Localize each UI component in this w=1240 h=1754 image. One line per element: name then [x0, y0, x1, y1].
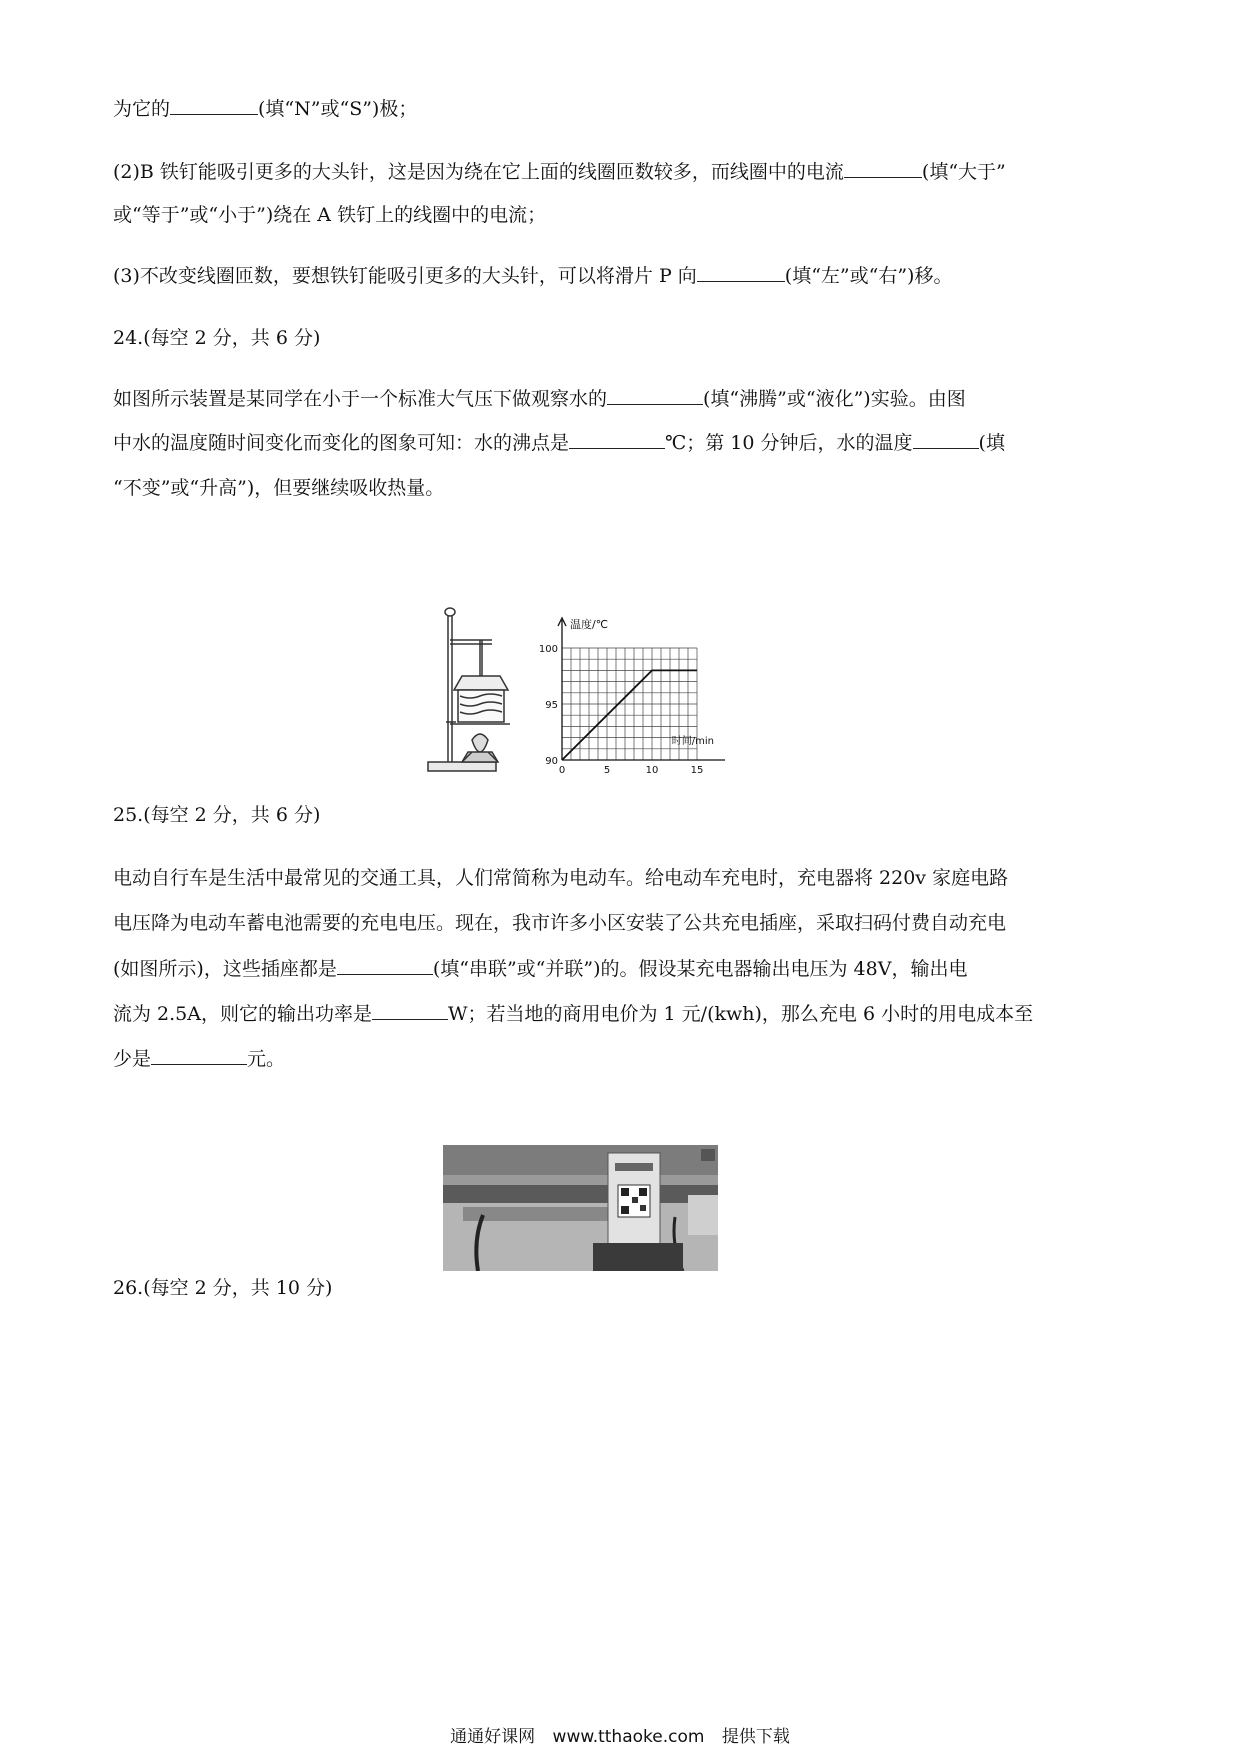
text: (如图所示)，这些插座都是 [113, 958, 337, 980]
footer-url[interactable]: www.tthaoke.com [552, 1727, 705, 1747]
text: (填“沸腾”或“液化”)实验。由图 [703, 388, 966, 410]
answer-blank[interactable] [569, 431, 665, 449]
text: ℃；第 10 分钟后，水的温度 [665, 432, 913, 454]
x-tick-label: 5 [603, 765, 611, 776]
q25-line5 [113, 1047, 1133, 1071]
x-tick-label: 10 [645, 765, 659, 776]
text: (填 [978, 432, 1005, 454]
text: (填“串联”或“并联”)的。假设某充电器输出电压为 48V，输出电 [432, 958, 968, 980]
text: W；若当地的商用电价为 1 元/(kwh)，那么充电 6 小时的用电成本至 [447, 1003, 1034, 1025]
q23-line3: 或“等于”或“小于”)绕在 A 铁钉上的线圈中的电流； [113, 204, 547, 226]
x-tick-label: 0 [558, 765, 566, 776]
y-axis-label: 温度/℃ [570, 618, 609, 631]
answer-blank[interactable] [607, 387, 703, 405]
answer-blank[interactable] [697, 264, 785, 282]
answer-blank[interactable] [170, 97, 258, 115]
page-footer [0, 1722, 1240, 1747]
footer-site-name: 通通好课网 [450, 1727, 536, 1747]
answer-blank[interactable] [913, 431, 979, 449]
q25-line1: 电动自行车是生活中最常见的交通工具，人们常简称为电动车。给电动车充电时，充电器将 220v 家庭电路 [113, 867, 1009, 889]
text: 元。 [247, 1048, 286, 1070]
q24-heading: 24.(每空 2 分，共 6 分) [113, 327, 321, 349]
q23-line2 [113, 160, 1133, 184]
text: (填“N”或“S”)极； [258, 98, 418, 120]
answer-blank[interactable] [337, 957, 433, 975]
q26-heading: 26.(每空 2 分，共 10 分) [113, 1277, 333, 1299]
temperature-graph [539, 617, 725, 776]
text: 流为 2.5A，则它的输出功率是 [113, 1003, 372, 1025]
answer-blank[interactable] [844, 160, 922, 178]
text: (3)不改变线圈匝数，要想铁钉能吸引更多的大头针，可以将滑片 P 向 [113, 265, 697, 287]
footer-suffix: 提供下载 [721, 1727, 790, 1747]
answer-blank[interactable] [372, 1002, 448, 1020]
boiling-apparatus [428, 608, 510, 771]
q24-line2 [113, 431, 1133, 455]
answer-blank[interactable] [151, 1047, 247, 1065]
q25-line2: 电压降为电动车蓄电池需要的充电电压。现在，我市许多小区安装了公共充电插座，采取扫码付费自动充电 [113, 912, 1007, 934]
y-tick-label: 100 [538, 644, 558, 655]
text: 为它的 [113, 98, 171, 120]
text: 如图所示装置是某同学在小于一个标准大气压下做观察水的 [113, 388, 608, 410]
boiling-figure [420, 600, 750, 780]
text: 少是 [113, 1048, 152, 1070]
text: (2)B 铁钉能吸引更多的大头针，这是因为绕在它上面的线圈匝数较多，而线圈中的电流 [113, 161, 844, 183]
text: 中水的温度随时间变化而变化的图象可知：水的沸点是 [113, 432, 570, 454]
text: (填“大于” [921, 161, 1006, 183]
q23-line1 [113, 97, 1133, 121]
q25-line3 [113, 957, 1133, 981]
x-tick-label: 15 [690, 765, 704, 776]
q23-line4 [113, 264, 1133, 288]
q25-heading: 25.(每空 2 分，共 6 分) [113, 804, 321, 826]
y-tick-label: 95 [545, 700, 558, 711]
text: (填“左”或“右”)移。 [784, 265, 953, 287]
x-axis-label: 时间/min [671, 736, 715, 747]
y-tick-label: 90 [545, 756, 558, 767]
q24-line1 [113, 387, 1133, 411]
q25-line4 [113, 1002, 1133, 1026]
q24-line3: “不变”或“升高”)，但要继续吸收热量。 [113, 477, 445, 499]
charging-socket-photo [443, 1145, 718, 1271]
